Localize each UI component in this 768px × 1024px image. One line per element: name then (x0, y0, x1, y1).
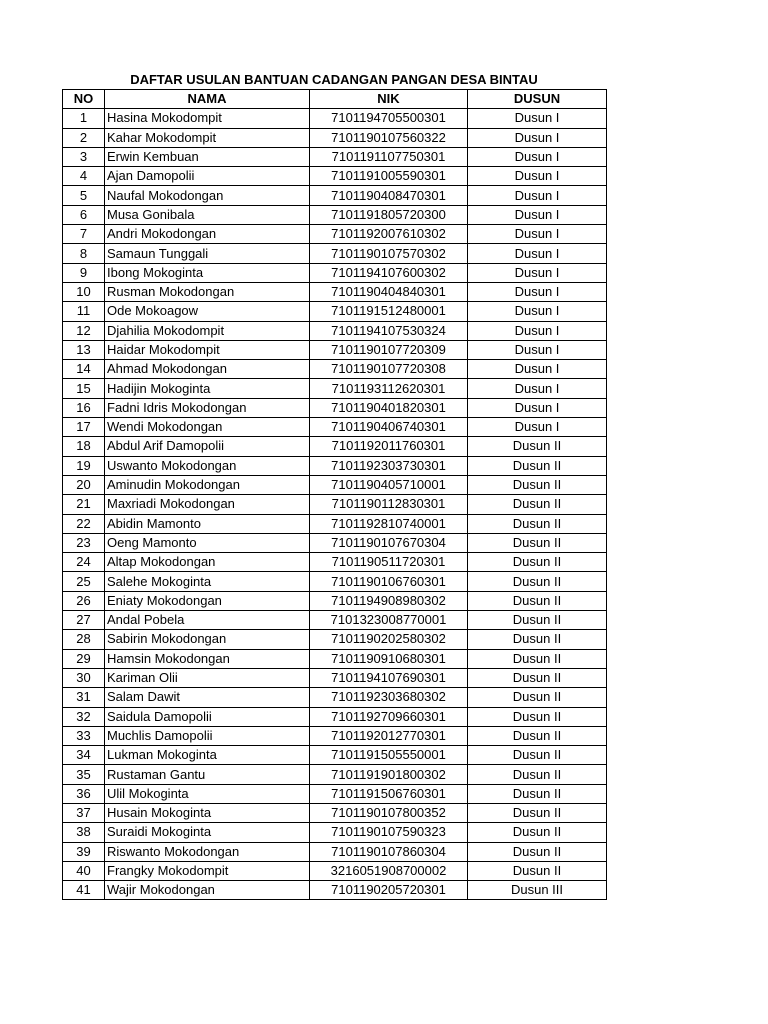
table-body (63, 109, 607, 900)
cell-nama: Rustaman Gantu (105, 765, 310, 784)
cell-dusun: Dusun II (468, 533, 607, 552)
cell-dusun: Dusun II (468, 688, 607, 707)
cell-nama: Lukman Mokoginta (105, 746, 310, 765)
cell-no: 29 (63, 649, 105, 668)
cell-nik: 7101192810740001 (310, 514, 468, 533)
cell-dusun: Dusun II (468, 823, 607, 842)
table-row (63, 186, 607, 205)
cell-dusun: Dusun II (468, 630, 607, 649)
table-row (63, 225, 607, 244)
cell-dusun: Dusun I (468, 225, 607, 244)
cell-dusun: Dusun II (468, 803, 607, 822)
header-dusun: DUSUN (468, 90, 607, 109)
table-row (63, 823, 607, 842)
cell-nama: Hamsin Mokodongan (105, 649, 310, 668)
cell-dusun: Dusun II (468, 456, 607, 475)
cell-no: 25 (63, 572, 105, 591)
cell-dusun: Dusun I (468, 186, 607, 205)
table-row (63, 360, 607, 379)
cell-nik: 7101194908980302 (310, 591, 468, 610)
cell-no: 10 (63, 282, 105, 301)
cell-nik: 7101190205720301 (310, 881, 468, 900)
cell-no: 5 (63, 186, 105, 205)
table-row (63, 437, 607, 456)
cell-dusun: Dusun I (468, 398, 607, 417)
table-row (63, 591, 607, 610)
cell-dusun: Dusun I (468, 282, 607, 301)
cell-nik: 7101190107560322 (310, 128, 468, 147)
cell-nama: Riswanto Mokodongan (105, 842, 310, 861)
cell-nama: Musa Gonibala (105, 205, 310, 224)
cell-no: 20 (63, 475, 105, 494)
cell-dusun: Dusun II (468, 784, 607, 803)
cell-nik: 7101190107670304 (310, 533, 468, 552)
cell-no: 32 (63, 707, 105, 726)
table-row (63, 649, 607, 668)
cell-nik: 7101192011760301 (310, 437, 468, 456)
cell-nama: Kahar Mokodompit (105, 128, 310, 147)
cell-no: 23 (63, 533, 105, 552)
header-nama: NAMA (105, 90, 310, 109)
table-row (63, 398, 607, 417)
cell-nama: Djahilia Mokodompit (105, 321, 310, 340)
cell-no: 3 (63, 147, 105, 166)
document-title: DAFTAR USULAN BANTUAN CADANGAN PANGAN DESA BINTAU (130, 72, 538, 87)
cell-nama: Aminudin Mokodongan (105, 475, 310, 494)
table-row (63, 514, 607, 533)
cell-no: 9 (63, 263, 105, 282)
cell-nama: Andal Pobela (105, 611, 310, 630)
cell-no: 1 (63, 109, 105, 128)
cell-nama: Ahmad Mokodongan (105, 360, 310, 379)
cell-nama: Samaun Tunggali (105, 244, 310, 263)
cell-dusun: Dusun II (468, 726, 607, 745)
cell-nama: Ibong Mokoginta (105, 263, 310, 282)
cell-nik: 7101190910680301 (310, 649, 468, 668)
cell-dusun: Dusun I (468, 167, 607, 186)
table-row (63, 379, 607, 398)
table-row (63, 128, 607, 147)
cell-no: 6 (63, 205, 105, 224)
cell-nik: 7101192012770301 (310, 726, 468, 745)
cell-nama: Ulil Mokoginta (105, 784, 310, 803)
cell-dusun: Dusun II (468, 437, 607, 456)
cell-nama: Naufal Mokodongan (105, 186, 310, 205)
cell-no: 13 (63, 340, 105, 359)
cell-dusun: Dusun II (468, 514, 607, 533)
table-row (63, 881, 607, 900)
table-row (63, 572, 607, 591)
cell-nama: Fadni Idris Mokodongan (105, 398, 310, 417)
cell-nama: Ajan Damopolii (105, 167, 310, 186)
cell-dusun: Dusun II (468, 746, 607, 765)
cell-nik: 7101323008770001 (310, 611, 468, 630)
table-row (63, 803, 607, 822)
cell-nik: 7101191805720300 (310, 205, 468, 224)
cell-nama: Uswanto Mokodongan (105, 456, 310, 475)
cell-nama: Abdul Arif Damopolii (105, 437, 310, 456)
cell-dusun: Dusun I (468, 147, 607, 166)
cell-nama: Eniaty Mokodongan (105, 591, 310, 610)
cell-nik: 7101194107530324 (310, 321, 468, 340)
cell-nik: 7101190107860304 (310, 842, 468, 861)
cell-nama: Oeng Mamonto (105, 533, 310, 552)
cell-nama: Andri Mokodongan (105, 225, 310, 244)
cell-nama: Wajir Mokodongan (105, 881, 310, 900)
cell-nik: 7101190112830301 (310, 495, 468, 514)
cell-nik: 7101190408470301 (310, 186, 468, 205)
cell-no: 11 (63, 302, 105, 321)
table-row (63, 668, 607, 687)
cell-no: 16 (63, 398, 105, 417)
cell-dusun: Dusun I (468, 360, 607, 379)
cell-nik: 7101194107600302 (310, 263, 468, 282)
cell-dusun: Dusun I (468, 244, 607, 263)
cell-nik: 7101191505550001 (310, 746, 468, 765)
table-row (63, 244, 607, 263)
table-row (63, 167, 607, 186)
cell-nik: 7101190401820301 (310, 398, 468, 417)
cell-dusun: Dusun I (468, 340, 607, 359)
cell-dusun: Dusun II (468, 572, 607, 591)
cell-dusun: Dusun II (468, 591, 607, 610)
cell-dusun: Dusun I (468, 205, 607, 224)
table-row (63, 147, 607, 166)
table-row (63, 475, 607, 494)
table-row (63, 784, 607, 803)
table-row (63, 842, 607, 861)
cell-nik: 7101190404840301 (310, 282, 468, 301)
cell-dusun: Dusun I (468, 321, 607, 340)
cell-nama: Salam Dawit (105, 688, 310, 707)
cell-nik: 7101190107720309 (310, 340, 468, 359)
cell-nik: 7101190107590323 (310, 823, 468, 842)
cell-nik: 7101192007610302 (310, 225, 468, 244)
cell-no: 14 (63, 360, 105, 379)
cell-no: 12 (63, 321, 105, 340)
cell-no: 15 (63, 379, 105, 398)
cell-dusun: Dusun I (468, 418, 607, 437)
cell-dusun: Dusun I (468, 379, 607, 398)
cell-dusun: Dusun I (468, 128, 607, 147)
table-row (63, 109, 607, 128)
cell-no: 19 (63, 456, 105, 475)
cell-no: 21 (63, 495, 105, 514)
cell-no: 40 (63, 861, 105, 880)
cell-no: 8 (63, 244, 105, 263)
cell-no: 2 (63, 128, 105, 147)
table-row (63, 861, 607, 880)
cell-no: 38 (63, 823, 105, 842)
cell-nik: 7101191512480001 (310, 302, 468, 321)
table-row (63, 263, 607, 282)
table-row (63, 707, 607, 726)
cell-dusun: Dusun I (468, 109, 607, 128)
cell-nik: 7101193112620301 (310, 379, 468, 398)
cell-nama: Kariman Olii (105, 668, 310, 687)
cell-no: 28 (63, 630, 105, 649)
cell-no: 35 (63, 765, 105, 784)
cell-nik: 7101192303730301 (310, 456, 468, 475)
cell-nik: 7101190106760301 (310, 572, 468, 591)
cell-no: 7 (63, 225, 105, 244)
table-row (63, 553, 607, 572)
cell-dusun: Dusun II (468, 765, 607, 784)
cell-nama: Altap Mokodongan (105, 553, 310, 572)
cell-no: 30 (63, 668, 105, 687)
cell-dusun: Dusun III (468, 881, 607, 900)
cell-nama: Sabirin Mokodongan (105, 630, 310, 649)
cell-nik: 7101190107720308 (310, 360, 468, 379)
cell-dusun: Dusun II (468, 553, 607, 572)
beneficiary-table (62, 89, 607, 900)
cell-nama: Erwin Kembuan (105, 147, 310, 166)
cell-nama: Suraidi Mokoginta (105, 823, 310, 842)
cell-nik: 7101191506760301 (310, 784, 468, 803)
cell-nik: 7101194107690301 (310, 668, 468, 687)
table-row (63, 630, 607, 649)
cell-nik: 7101192709660301 (310, 707, 468, 726)
cell-nama: Maxriadi Mokodongan (105, 495, 310, 514)
cell-no: 26 (63, 591, 105, 610)
cell-nik: 7101194705500301 (310, 109, 468, 128)
cell-no: 17 (63, 418, 105, 437)
table-row (63, 340, 607, 359)
cell-dusun: Dusun II (468, 475, 607, 494)
table-row (63, 205, 607, 224)
cell-no: 36 (63, 784, 105, 803)
cell-no: 37 (63, 803, 105, 822)
cell-nik: 7101191107750301 (310, 147, 468, 166)
table-row (63, 282, 607, 301)
table-row (63, 726, 607, 745)
table-row (63, 302, 607, 321)
cell-dusun: Dusun II (468, 649, 607, 668)
cell-nik: 7101190405710001 (310, 475, 468, 494)
cell-no: 27 (63, 611, 105, 630)
cell-nik: 7101191901800302 (310, 765, 468, 784)
table-row (63, 418, 607, 437)
cell-no: 39 (63, 842, 105, 861)
table-row (63, 321, 607, 340)
cell-dusun: Dusun II (468, 861, 607, 880)
cell-nik: 7101190202580302 (310, 630, 468, 649)
table-row (63, 533, 607, 552)
cell-dusun: Dusun I (468, 302, 607, 321)
table-header-row (63, 90, 607, 109)
cell-no: 41 (63, 881, 105, 900)
cell-nama: Abidin Mamonto (105, 514, 310, 533)
table-row (63, 495, 607, 514)
table-row (63, 765, 607, 784)
cell-nama: Rusman Mokodongan (105, 282, 310, 301)
cell-nama: Saidula Damopolii (105, 707, 310, 726)
cell-no: 4 (63, 167, 105, 186)
cell-nik: 7101190406740301 (310, 418, 468, 437)
cell-nik: 7101191005590301 (310, 167, 468, 186)
cell-dusun: Dusun II (468, 842, 607, 861)
cell-nama: Hadijin Mokoginta (105, 379, 310, 398)
cell-nama: Salehe Mokoginta (105, 572, 310, 591)
cell-no: 34 (63, 746, 105, 765)
cell-nama: Hasina Mokodompit (105, 109, 310, 128)
cell-dusun: Dusun II (468, 611, 607, 630)
cell-dusun: Dusun II (468, 668, 607, 687)
header-no: NO (63, 90, 105, 109)
cell-nama: Wendi Mokodongan (105, 418, 310, 437)
cell-dusun: Dusun II (468, 707, 607, 726)
header-nik: NIK (310, 90, 468, 109)
cell-dusun: Dusun I (468, 263, 607, 282)
cell-nik: 7101190107800352 (310, 803, 468, 822)
cell-no: 22 (63, 514, 105, 533)
cell-nik: 7101192303680302 (310, 688, 468, 707)
cell-no: 31 (63, 688, 105, 707)
cell-no: 18 (63, 437, 105, 456)
cell-dusun: Dusun II (468, 495, 607, 514)
cell-nama: Frangky Mokodompit (105, 861, 310, 880)
table-row (63, 611, 607, 630)
cell-no: 33 (63, 726, 105, 745)
cell-nama: Husain Mokoginta (105, 803, 310, 822)
cell-nama: Haidar Mokodompit (105, 340, 310, 359)
cell-no: 24 (63, 553, 105, 572)
cell-nik: 3216051908700002 (310, 861, 468, 880)
cell-nik: 7101190511720301 (310, 553, 468, 572)
cell-nik: 7101190107570302 (310, 244, 468, 263)
cell-nama: Ode Mokoagow (105, 302, 310, 321)
table-row (63, 746, 607, 765)
table-row (63, 456, 607, 475)
table-row (63, 688, 607, 707)
cell-nama: Muchlis Damopolii (105, 726, 310, 745)
